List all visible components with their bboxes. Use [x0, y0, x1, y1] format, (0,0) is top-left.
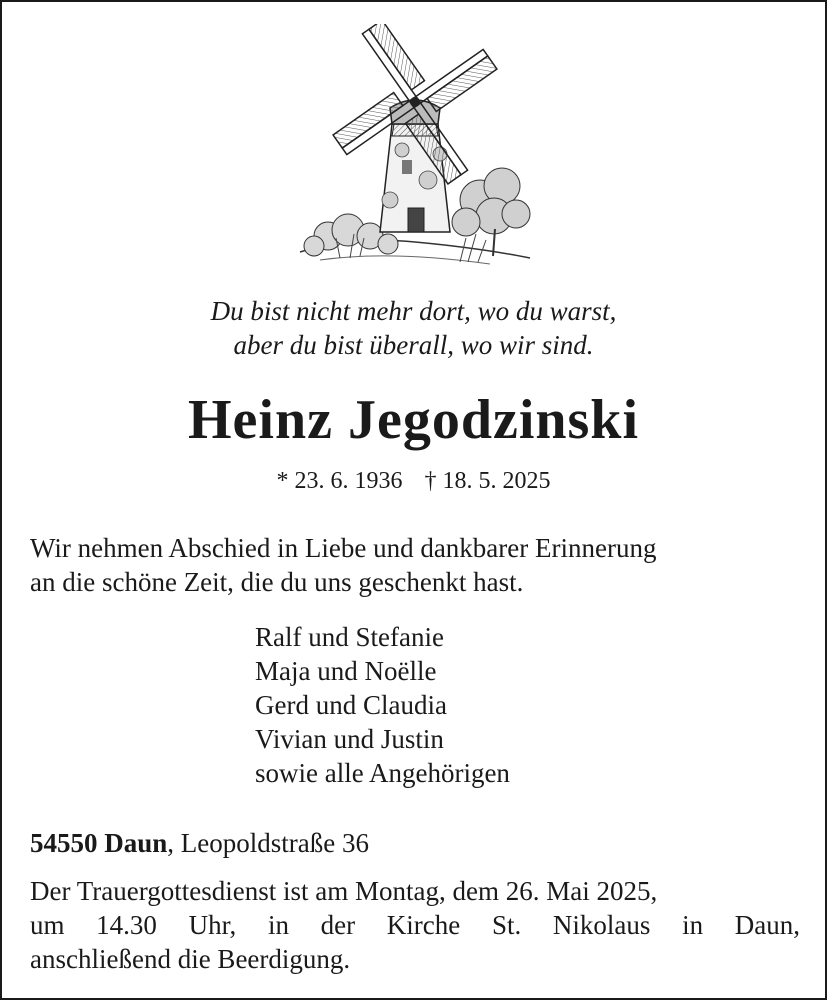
family-member: Ralf und Stefanie — [255, 622, 444, 652]
family-list — [255, 620, 510, 790]
family-member: Maja und Noëlle — [255, 656, 437, 686]
service-line-2: um 14.30 Uhr, in der Kirche St. Nikolaus in Daun, — [30, 910, 800, 940]
deceased-name: Heinz Jegodzinski — [187, 389, 640, 451]
life-dates — [0, 466, 827, 496]
death-date: † 18. 5. 2025 — [424, 468, 551, 494]
verse-line-2: aber du bist überall, wo wir sind. — [233, 330, 594, 360]
family-member: Vivian und Justin — [255, 724, 444, 754]
farewell-line-2: an die schöne Zeit, die du uns geschenkt hast. — [30, 567, 524, 597]
address-city: 54550 Daun — [30, 828, 168, 858]
address — [30, 826, 369, 860]
windmill-icon — [290, 24, 540, 274]
family-member: sowie alle Angehörigen — [255, 758, 510, 788]
address-street: , Leopoldstraße 36 — [167, 828, 369, 858]
service-line-1: Der Trauergottesdienst ist am Montag, dem 26. Mai 2025, — [30, 876, 658, 906]
farewell-line-1: Wir nehmen Abschied in Liebe und dankbarer Erinnerung — [30, 533, 657, 563]
family-member: Gerd und Claudia — [255, 690, 447, 720]
service-line-3: anschließend die Beerdigung. — [30, 944, 351, 974]
birth-date: * 23. 6. 1936 — [276, 468, 403, 494]
verse-line-1: Du bist nicht mehr dort, wo du warst, — [210, 296, 617, 326]
